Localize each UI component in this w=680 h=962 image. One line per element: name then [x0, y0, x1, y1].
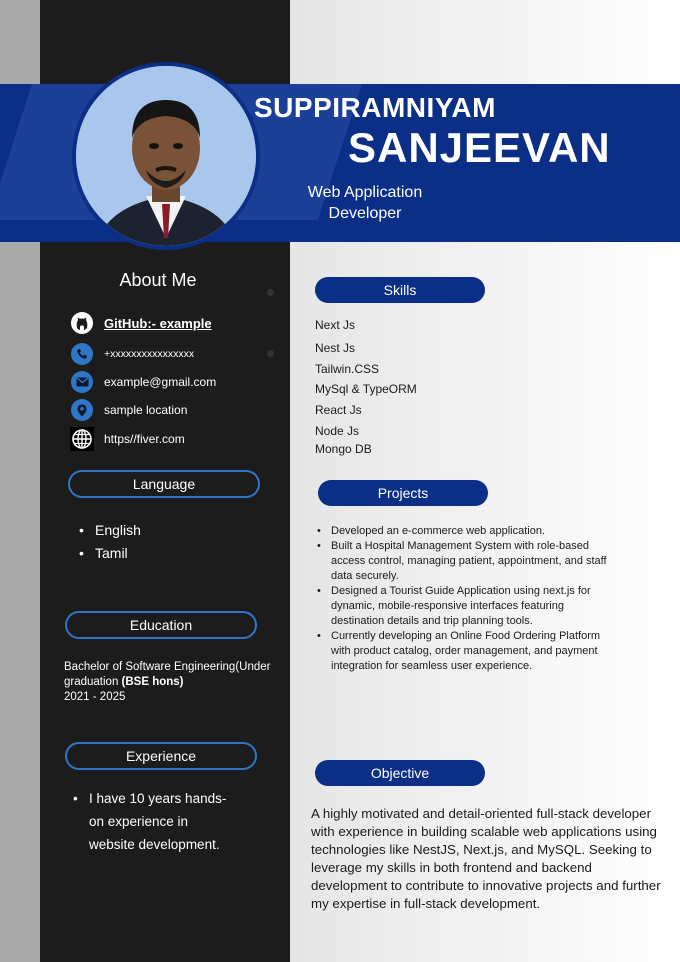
projects-list [315, 524, 615, 674]
email-address[interactable]: example@gmail.com [104, 375, 217, 389]
location-icon-wrap [70, 398, 94, 422]
github-link[interactable]: GitHub:- example [104, 315, 212, 331]
skill-item: React Js [315, 403, 362, 417]
project-item: • Built a Hospital Management System with role-based access control, managing patient, appointment, and staff data securely. [315, 539, 615, 584]
email-icon [71, 371, 93, 393]
skill-item: Node Js [315, 424, 360, 438]
language-item-tamil: • Tamil [95, 545, 128, 561]
skill-item: Mongo DB [315, 442, 372, 456]
degree-name: Bachelor of Software Engineering(Under graduation [64, 661, 271, 688]
skill-item: MySql & TypeORM [315, 382, 417, 396]
skills-heading: Skills [315, 277, 485, 303]
location-text: sample location [104, 403, 188, 417]
last-name: SANJEEVAN [348, 124, 611, 171]
education-years: 2021 - 2025 [64, 691, 126, 703]
experience-line-2: on experience in [89, 814, 189, 829]
phone-icon [71, 343, 93, 365]
objective-heading: Objective [315, 760, 485, 786]
first-name: SUPPIRAMNIYAM [254, 92, 496, 123]
profile-photo [76, 66, 256, 246]
language-heading: Language [68, 470, 260, 498]
contact-location [70, 398, 187, 422]
contact-email[interactable] [70, 370, 216, 394]
about-me-heading: About Me [119, 270, 197, 290]
objective-text: A highly motivated and detail-oriented full-stack developer with experience in building scalable web applications using technologies like NestJS, Next.js, and MySQL. Seeking to leverage my skills in both frontend and backend development to contribute to innovative projects and further my expertise in full-stack development. [311, 806, 661, 911]
job-title-line-1: Web Application [307, 184, 423, 201]
job-title-line-2: Developer [328, 205, 402, 222]
project-item: • Designed a Tourist Guide Application using next.js for dynamic, mobile-responsive interfaces featuring destination details and trip planning tools. [315, 584, 615, 629]
decorative-dot [267, 289, 274, 296]
experience-line-1: I have 10 years hands- [89, 791, 227, 806]
contact-github[interactable] [70, 311, 212, 335]
experience-line-3: website development. [89, 837, 220, 852]
education-details [64, 660, 290, 705]
phone-number[interactable]: +xxxxxxxxxxxxxxxx [104, 348, 195, 360]
decorative-dot [267, 350, 274, 357]
projects-heading: Projects [318, 480, 488, 506]
skill-item: Tailwin.CSS [315, 362, 380, 376]
contact-phone[interactable] [70, 342, 194, 366]
job-title [296, 182, 434, 224]
phone-icon-wrap [70, 342, 94, 366]
skill-item: Nest Js [315, 341, 356, 355]
contact-website[interactable] [70, 427, 185, 451]
project-item: • Currently developing an Online Food Ordering Platform with product catalog, order management, and payment integration for seamless user experience. [315, 629, 615, 674]
project-item: • Developed an e-commerce web application. [315, 524, 615, 539]
website-link[interactable]: https//fiver.com [104, 432, 185, 446]
email-icon-wrap [70, 370, 94, 394]
github-icon [70, 311, 94, 335]
language-item-english: • English [95, 522, 141, 538]
location-pin-icon [71, 399, 93, 421]
experience-text [89, 787, 269, 856]
experience-bullet: • [73, 791, 78, 806]
degree-honours: (BSE hons) [121, 676, 184, 688]
experience-heading: Experience [65, 742, 257, 770]
skill-item: Next Js [315, 318, 356, 332]
person-portrait-icon [76, 66, 256, 246]
globe-icon [70, 427, 94, 451]
education-heading: Education [65, 611, 257, 639]
